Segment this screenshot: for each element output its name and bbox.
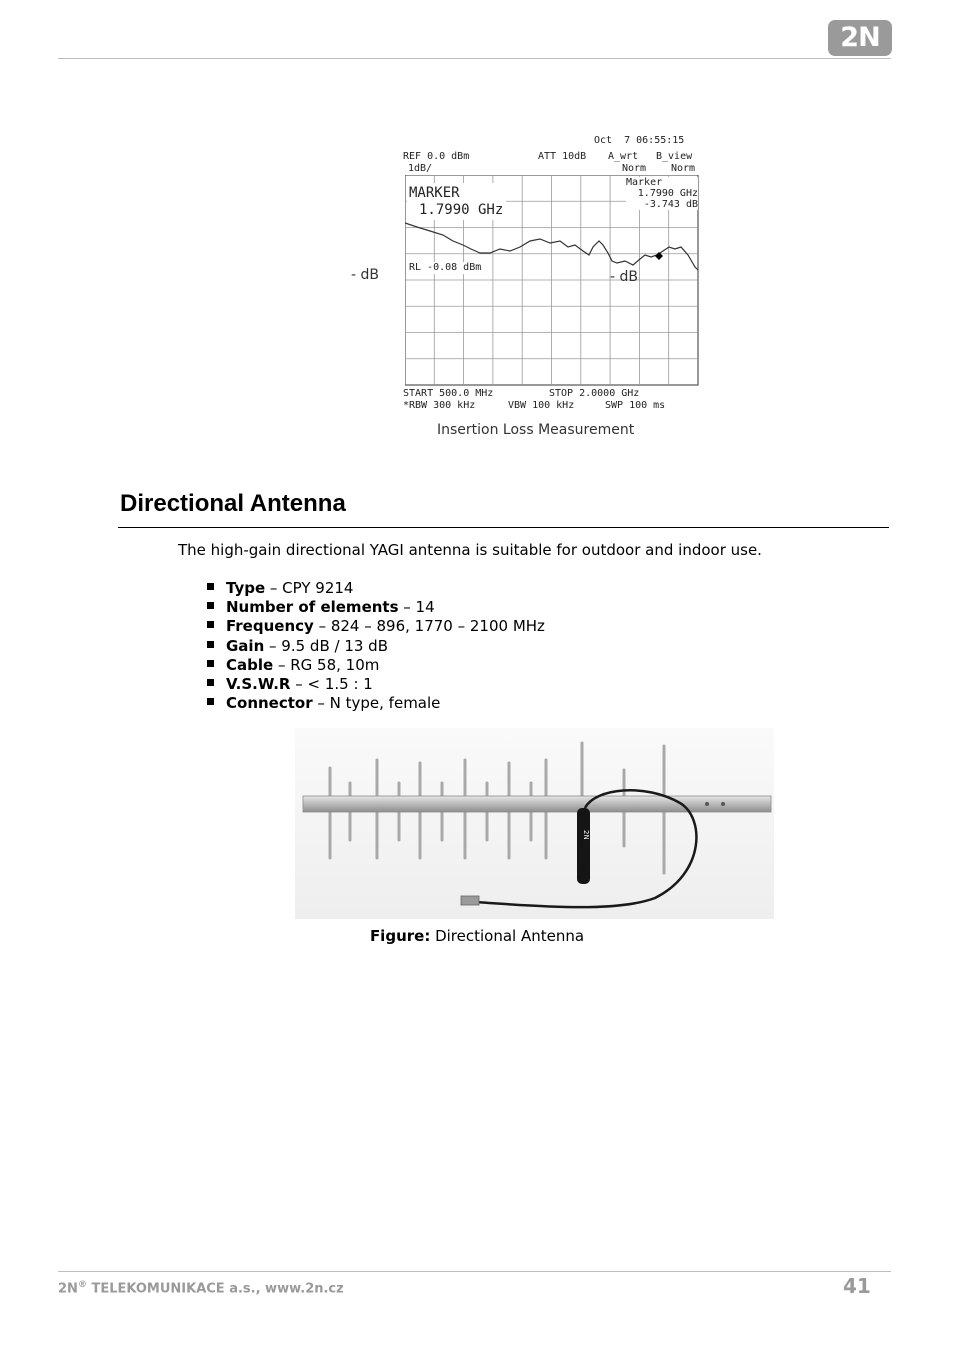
figure-caption-text: Directional Antenna <box>430 927 585 945</box>
header-divider <box>58 58 891 59</box>
spec-label: Cable <box>226 655 274 674</box>
marker-box <box>407 183 506 220</box>
section-divider <box>118 527 889 528</box>
spec-label: Type <box>226 579 266 597</box>
marker-title: MARKER <box>409 185 460 201</box>
marker-info-label: Marker <box>626 177 663 188</box>
analyzer-a-label: A_wrt <box>608 151 639 162</box>
footer-divider <box>58 1271 891 1272</box>
analyzer-swp: SWP 100 ms <box>605 400 666 411</box>
marker-frequency: 1.7990 GHz <box>419 202 504 218</box>
spec-label: Number of elements <box>226 598 399 617</box>
analyzer-rl: RL -0.08 dBm <box>409 262 482 273</box>
analyzer-ref: REF 0.0 dBm <box>403 151 470 162</box>
spec-value: – < 1.5 : 1 <box>290 674 373 693</box>
spec-value: – RG 58, 10m <box>273 655 380 674</box>
spec-label: Connector <box>226 694 313 713</box>
registered-mark: ® <box>77 1280 87 1290</box>
spec-value: – N type, female <box>312 694 441 713</box>
figure-caption <box>0 927 954 945</box>
spec-item <box>206 598 545 617</box>
bullet-icon <box>207 679 214 686</box>
spec-item <box>206 694 545 713</box>
spec-value: – 14 <box>398 598 435 617</box>
yagi-antenna-illustration <box>295 728 774 919</box>
spec-value: – 824 – 896, 1770 – 2100 MHz <box>313 617 545 636</box>
footer-company <box>58 1280 344 1296</box>
figure-caption-label: Figure: <box>369 927 431 945</box>
spec-item <box>206 579 545 598</box>
analyzer-right-db-label: - dB <box>610 269 638 285</box>
analyzer-stop: STOP 2.0000 GHz <box>549 388 640 399</box>
marker-info <box>626 177 698 210</box>
analyzer-left-db-label: - dB <box>351 267 379 283</box>
bullet-icon <box>207 660 214 667</box>
bullet-icon <box>207 583 214 590</box>
spec-item <box>206 637 545 656</box>
marker-info-level: -3.743 dB <box>643 199 698 210</box>
analyzer-scale: 1dB/ <box>408 163 433 174</box>
spec-value: – CPY 9214 <box>265 579 354 597</box>
spec-label: V.S.W.R <box>226 674 291 693</box>
bullet-icon <box>207 641 214 648</box>
spec-item <box>206 675 545 694</box>
bullet-icon <box>207 698 214 705</box>
spec-value: – 9.5 dB / 13 dB <box>264 636 388 655</box>
analyzer-vbw: VBW 100 kHz <box>508 400 575 411</box>
spec-label: Frequency <box>226 617 314 636</box>
analyzer-caption: Insertion Loss Measurement <box>437 422 635 438</box>
marker-info-freq: 1.7990 GHz <box>637 188 698 199</box>
analyzer-datetime: Oct 7 06:55:15 <box>594 135 685 146</box>
page-number: 41 <box>843 1274 871 1298</box>
footer-company-prefix: 2N <box>58 1281 78 1297</box>
spec-item <box>206 656 545 675</box>
antenna-photo <box>295 728 774 919</box>
analyzer-start: START 500.0 MHz <box>403 388 494 399</box>
mast-label: 2N <box>582 830 590 840</box>
analyzer-att: ATT 10dB <box>538 151 587 162</box>
spec-item <box>206 617 545 636</box>
bullet-icon <box>207 621 214 628</box>
analyzer-a-mode: Norm <box>622 163 647 174</box>
bullet-icon <box>207 602 214 609</box>
section-intro: The high-gain directional YAGI antenna is suitable for outdoor and indoor use. <box>178 541 762 559</box>
analyzer-b-mode: Norm <box>671 163 696 174</box>
spec-list <box>206 579 545 713</box>
company-logo: 2N <box>828 20 892 56</box>
footer-company-rest: TELEKOMUNIKACE a.s., www.2n.cz <box>86 1281 344 1297</box>
spec-label: Gain <box>226 636 265 655</box>
analyzer-rbw: *RBW 300 kHz <box>403 400 476 411</box>
analyzer-b-label: B_view <box>656 151 693 162</box>
section-title: Directional Antenna <box>120 490 346 517</box>
